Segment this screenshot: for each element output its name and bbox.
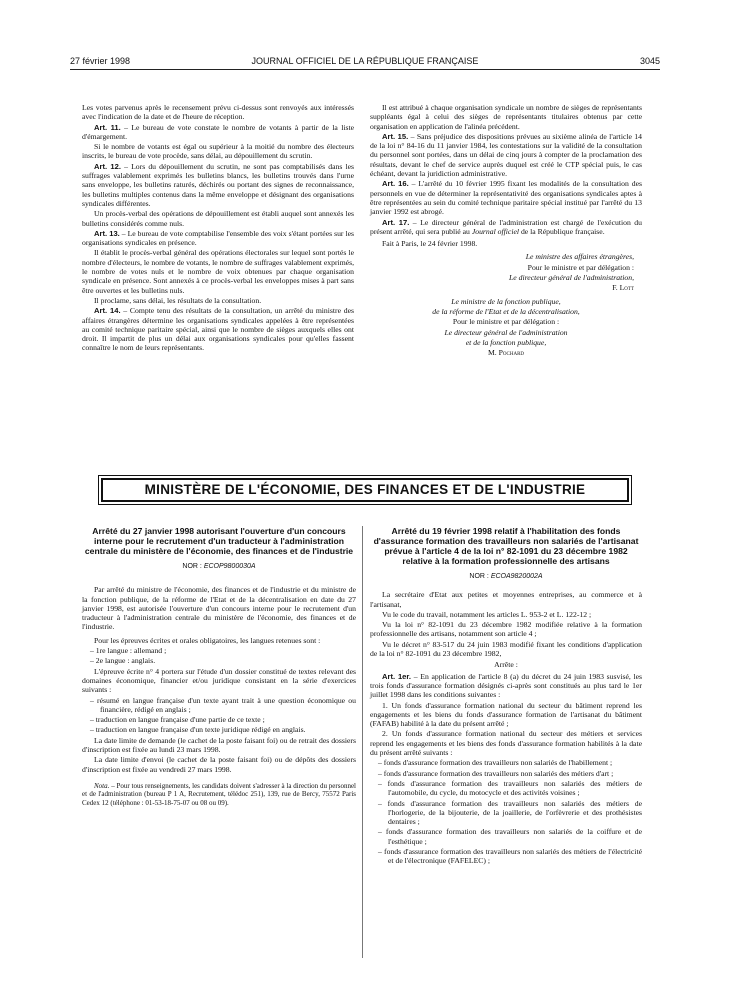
signature-line: Pour le ministre et par délégation : (452, 317, 560, 327)
list-item: – résumé en langue française d'un texte ayant trait à une question économique ou financière, rédigé en anglais ; (90, 695, 356, 714)
article-16: Art. 16. – L'arrêté du 10 février 1995 fixant les modalités de la consultation des personnels en vue de déterminer la représentativité des organisations syndicales aptes à être représentées au sein du comité technique paritaire spécial institué par l'arrêté du 13 janvier 1992 est abrogé. (370, 179, 642, 217)
signature-line: Le ministre de la fonction publique, (451, 296, 561, 306)
list-item: – traduction en langue française d'un texte juridique rédigé en anglais. (90, 725, 306, 735)
signatory-name: F. Lott (612, 283, 634, 293)
header-date: 27 février 1998 (70, 56, 131, 66)
paragraph: La secrétaire d'Etat aux petites et moyennes entreprises, au commerce et à l'artisanat, (370, 590, 642, 609)
list-item: – 2e langue : anglais. (90, 656, 156, 666)
column-divider (362, 526, 363, 958)
article-12: Art. 12. – Lors du dépouillement du scrutin, ne sont pas comptabilisés dans les suffrages valablement exprimés les bulletins blancs, les bulletins trouvés dans l'urne sans enveloppe, les bulletins raturés, déchirés ou portant des signes de reconnaissance, les bulletins multiples contenus dans la même enveloppe et désignant des organisations syndicales différentes. (82, 161, 354, 208)
paragraph: Vu la loi n° 82-1091 du 23 décembre 1982 modifiée relative à la formation professionnelle des artisans, notamment son article 4 ; (370, 620, 642, 639)
list-item: – 1re langue : allemand ; (90, 646, 167, 656)
list-item: – traduction en langue française d'une partie de ce texte ; (90, 715, 265, 725)
paragraph: Pour les épreuves écrites et orales obligatoires, les langues retenues sont : (94, 635, 321, 645)
nor-reference: NOR : ECOA9820002A (469, 573, 543, 580)
paragraph: Il est attribué à chaque organisation syndicale un nombre de sièges de représentants suppléants égal à celui des sièges de représentants titulaires obtenus par cette organisation en application de l'alinéa précédent. (370, 103, 642, 131)
article-1: Art. 1er. – En application de l'article 8 (a) du décret du 24 juin 1983 susvisé, les trois fonds d'assurance formation désignés ci-après sont constitués au plus tard le 1er juillet 1998 dans les conditions suivantes : (370, 671, 642, 700)
article-17: Art. 17. – Le directeur général de l'administration est chargé de l'exécution du présent arrêté, qui sera publié au Journal officiel de la République française. (370, 217, 642, 236)
article-15: Art. 15. – Sans préjudice des dispositions prévues au sixième alinéa de l'article 14 de la loi n° 84-16 du 11 janvier 1984, les contestations sur la validité de la consultation du personnel sont portées, dans un délai de cinq jours à compter de la proclamation des résultats, devant le chef de service auprès duquel est créé le CTP spécial puis, le cas échéant, devant la juridiction administrative. (370, 131, 642, 179)
paragraph: Les votes parvenus après le recensement prévu ci-dessus sont renvoyés aux intéressés avec l'indication de la date et de l'heure de réception. (82, 103, 354, 122)
footnote: Nota. – Pour tous renseignements, les candidats doivent s'adresser à la direction du personnel et de l'administration (bureau P 1 A, Recrutement, télédoc 251), 139, rue de Bercy, 75572 Paris Cedex 12 (téléphone : 01-53-18-75-07 ou 08 ou 09). (82, 781, 356, 807)
signature-line: Le directeur général de l'administration (444, 327, 568, 337)
header-rule (70, 69, 660, 70)
paragraph: Il proclame, sans délai, les résultats de la consultation. (94, 295, 262, 305)
list-item: – fonds d'assurance formation des travailleurs non salariés des métiers d'art ; (378, 768, 614, 778)
left-article (82, 526, 356, 808)
list-item: – fonds d'assurance formation des travailleurs non salariés des métiers de l'électricité et de l'électronique (FAFELEC) ; (378, 847, 642, 866)
page-header (70, 56, 660, 70)
article-title: Arrêté du 19 février 1998 relatif à l'habilitation des fonds d'assurance formation des travailleurs non salariés de l'artisanat prévue à l'article 4 de la loi n° 82-1091 du 23 décembre 1982 relative à la formation professionnelle des artisans (373, 526, 639, 566)
paragraph: Vu le décret n° 83-517 du 24 juin 1983 modifié fixant les conditions d'application de la loi n° 82-1091 du 23 décembre 1982, (370, 639, 642, 659)
article-13: Art. 13. – Le bureau de vote comptabilise l'ensemble des voix s'étant portées sur les organisations syndicales en présence. (82, 228, 354, 248)
signature-date: Fait à Paris, le 24 février 1998. (382, 239, 478, 249)
top-right-column (370, 103, 642, 358)
paragraph: L'épreuve écrite n° 4 portera sur l'étude d'un dossier constitué de textes relevant des domaines économique, financier et/ou juridique consistant en la série d'exercices suivants : (82, 666, 356, 695)
article-title: Arrêté du 27 janvier 1998 autorisant l'ouverture d'un concours interne pour le recrutement d'un traducteur à l'administration centrale du ministère de l'économie, des finances et de l'industrie (84, 526, 354, 556)
article-11: Art. 11. – Le bureau de vote constate le nombre de votants à partir de la liste d'émargement. (82, 122, 355, 141)
signature-line: Le directeur général de l'administration, (509, 273, 634, 283)
list-item: – fonds d'assurance formation des travailleurs non salariés de l'habillement ; (378, 758, 613, 768)
page-number: 3045 (639, 56, 660, 66)
signature-line: Pour le ministre et par délégation : (527, 262, 634, 272)
signature-line: de la réforme de l'Etat et de la décentralisation, (432, 306, 580, 316)
list-item: – fonds d'assurance formation des travailleurs non salariés des métiers de l'automobile, du cycle, du motocycle et des activités voisines ; (378, 778, 642, 798)
ministry-banner: MINISTÈRE DE L'ÉCONOMIE, DES FINANCES ET DE L'INDUSTRIE (101, 478, 629, 502)
article-14: Art. 14. – Compte tenu des résultats de la consultation, un arrêté du ministre des affaires étrangères détermine les organisations syndicales appelées à être représentées au comité technique paritaire spécial, ainsi que le nombre de sièges auxquels elles ont droit. Il impartit de plus un délai aux organisations syndicales pour qu'elles fassent connaître le nom de leurs représentants. (82, 306, 354, 353)
paragraph: Vu le code du travail, notamment les articles L. 953-2 et L. 122-12 ; (382, 609, 592, 619)
list-item: – fonds d'assurance formation des travailleurs non salariés de la coiffure et de l'esthétique ; (378, 827, 642, 846)
paragraph: 1. Un fonds d'assurance formation national du secteur du bâtiment reprend les engagements et les biens du fonds d'assurance formation de l'artisanat du bâtiment (FAFAB) habilité à la date du présent arrêté ; (370, 700, 642, 729)
signature-line: Le ministre des affaires étrangères, (525, 252, 634, 262)
paragraph: La date limite de demande (le cachet de la poste faisant foi) ou de retrait des dossiers d'inscription est fixée au lundi 23 mars 1998. (82, 735, 356, 755)
top-left-column (82, 103, 354, 354)
arrete-label: Arrête : (494, 660, 518, 670)
paragraph: Il établit le procès-verbal général des opérations électorales sur lequel sont portés le nombre d'électeurs, le nombre de votants, le nombre de suffrages valablement exprimés, le nombre de votes nuls et le nombre de voix obtenues par chaque organisation syndicale en présence. Sont annexés à ce procès-verbal les enveloppes mises à part sans être ouvertes et les bulletins nuls. (82, 248, 354, 295)
paragraph: La date limite d'envoi (le cachet de la poste faisant foi) ou de dépôts des dossiers d'inscription est fixée au vendredi 27 mars 1998. (82, 755, 356, 774)
signature-line: et de la fonction publique, (465, 337, 547, 347)
signatory-name: M. Pochard (487, 348, 525, 358)
paragraph: Par arrêté du ministre de l'économie, des finances et de l'industrie et du ministre de la fonction publique, de la réforme de l'Etat et de la décentralisation en date du 27 janvier 1998, est autorisée l'ouverture d'un concours interne pour le recrutement d'un traducteur à l'administration centrale du ministère de l'économie, des finances et de l'industrie. (82, 585, 356, 632)
paragraph: Si le nombre de votants est égal ou supérieur à la moitié du nombre des électeurs inscrits, le bureau de vote procède, sans délai, au dépouillement du scrutin. (82, 142, 354, 161)
paragraph: Un procès-verbal des opérations de dépouillement est établi auquel sont annexés les bulletins considérés comme nuls. (82, 209, 354, 228)
journal-title: JOURNAL OFFICIEL DE LA RÉPUBLIQUE FRANÇAISE (251, 56, 479, 66)
list-item: – fonds d'assurance formation des travailleurs non salariés des métiers de l'horlogerie, de la bijouterie, de la joaillerie, de l'orfèvrerie et des prothésistes dentaires ; (378, 798, 642, 827)
right-article (370, 526, 642, 867)
paragraph: 2. Un fonds d'assurance formation national du secteur des métiers et services reprend les engagements et les biens des fonds d'assurance formation habilités à la date du présent arrêté suivants : (370, 729, 642, 758)
nor-reference: NOR : ECOP9800030A (182, 563, 256, 570)
